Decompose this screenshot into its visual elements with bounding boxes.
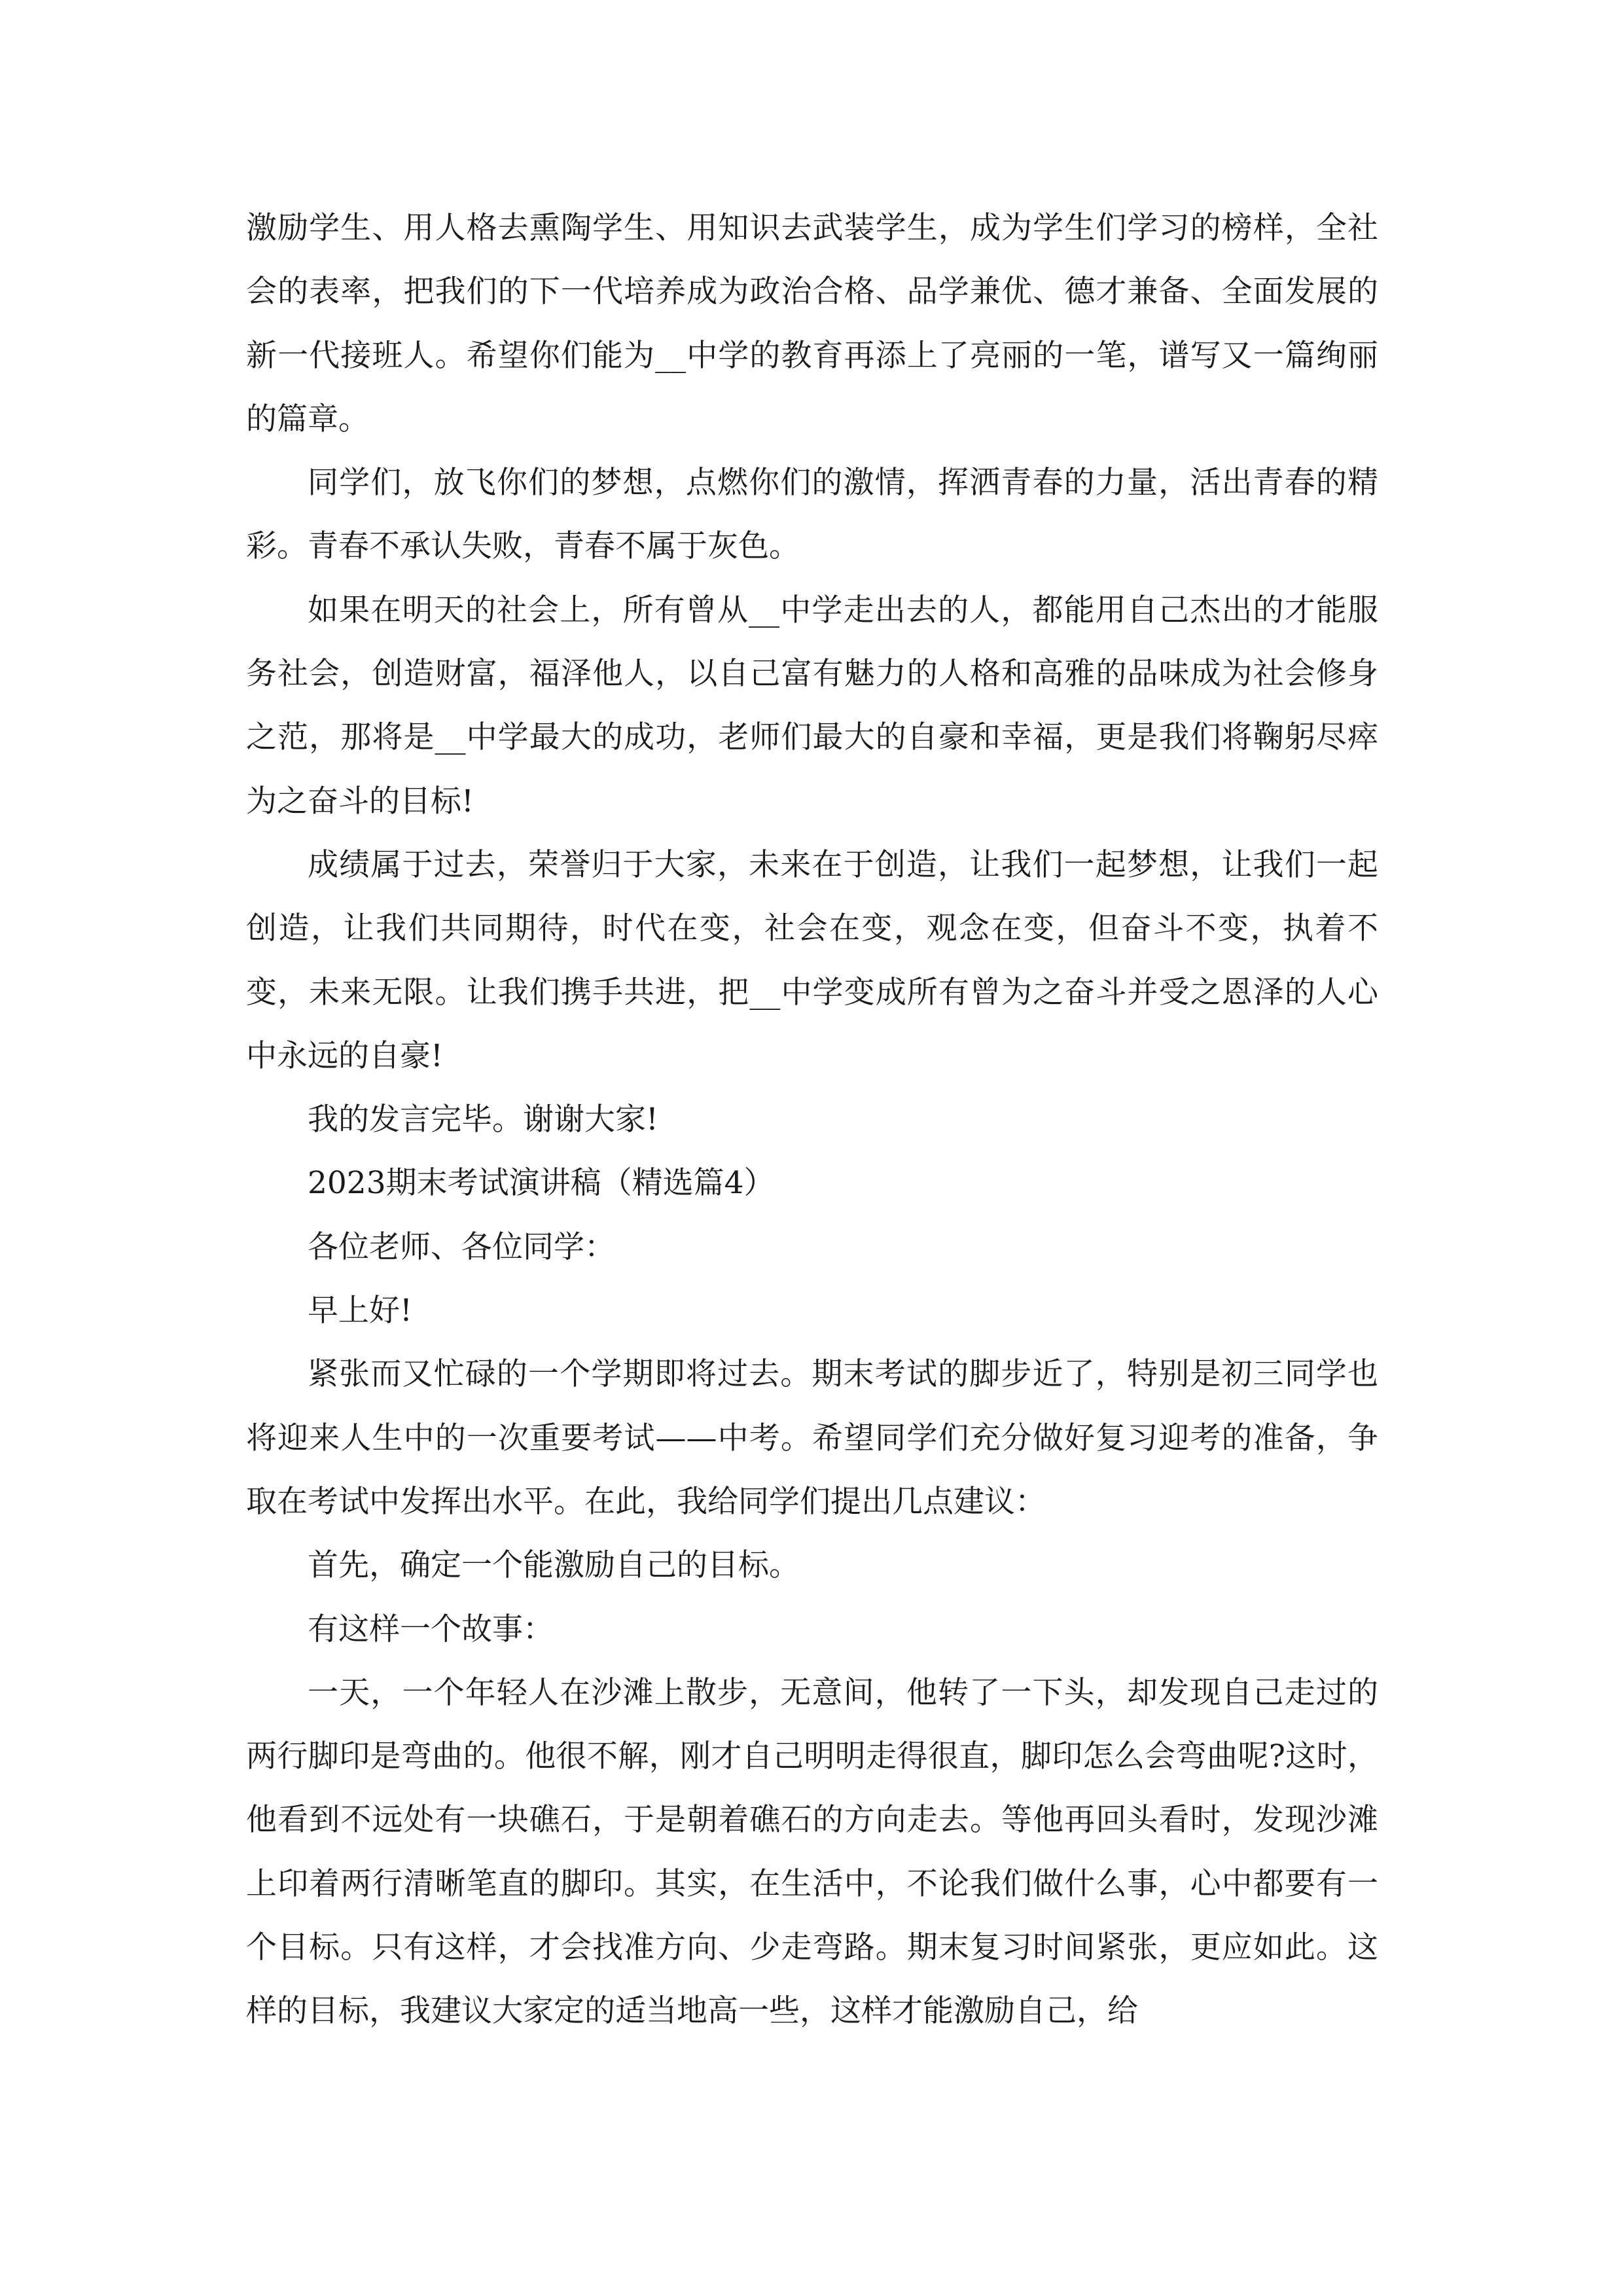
document-body [246,196,1378,2043]
closing-line: 我的发言完毕。谢谢大家! [308,1102,658,1138]
salutation: 各位老师、各位同学： [308,1229,615,1265]
paragraph: 一天，一个年轻人在沙滩上散步，无意间，他转了一下头，却发现自己走过的两行脚印是弯曲的。他很不解，刚才自己明明走得很直，脚印怎么会弯曲呢?这时，他看到不远处有一块礁石，于是朝着礁石的方向走去。等他再回头看时，发现沙滩上印着两行清晰笔直的脚印。其实，在生活中，不论我们做什么事，心中都要有一个目标。只有这样，才会找准方向、少走弯路。期末复习时间紧张，更应如此。这样的目标，我建议大家定的适当地高一些，这样才能激励自己，给 [246,1674,1378,2030]
greeting: 早上好! [308,1293,412,1329]
paragraph: 首先，确定一个能激励自己的目标。 [308,1547,800,1584]
paragraph: 成绩属于过去，荣誉归于大家，未来在于创造，让我们一起梦想，让我们一起创造，让我们共同期待，时代在变，社会在变，观念在变，但奋斗不变，执着不变，未来无限。让我们携手共进，把__中学变成所有曾为之奋斗并受之恩泽的人心中永远的自豪! [246,846,1378,1074]
paragraph: 紧张而又忙碌的一个学期即将过去。期末考试的脚步近了，特别是初三同学也将迎来人生中的一次重要考试——中考。希望同学们充分做好复习迎考的准备，争取在考试中发挥出水平。在此，我给同学们提出几点建议： [246,1356,1378,1520]
paragraph: 如果在明天的社会上，所有曾从__中学走出去的人，都能用自己杰出的才能服务社会，创造财富，福泽他人，以自己富有魅力的人格和高雅的品味成为社会修身之范，那将是__中学最大的成功，老师们最大的自豪和幸福，更是我们将鞠躬尽瘁为之奋斗的目标! [246,592,1378,819]
paragraph: 有这样一个故事： [308,1611,554,1647]
section-title: 2023期末考试演讲稿（精选篇4） [308,1165,775,1202]
paragraph-continued: 激励学生、用人格去熏陶学生、用知识去武装学生，成为学生们学习的榜样，全社会的表率，把我们的下一代培养成为政治合格、品学兼优、德才兼备、全面发展的新一代接班人。希望你们能为__中学的教育再添上了亮丽的一笔，谱写又一篇绚丽的篇章。 [246,210,1378,437]
paragraph: 同学们，放飞你们的梦想，点燃你们的激情，挥洒青春的力量，活出青春的精彩。青春不承认失败，青春不属于灰色。 [246,465,1378,565]
